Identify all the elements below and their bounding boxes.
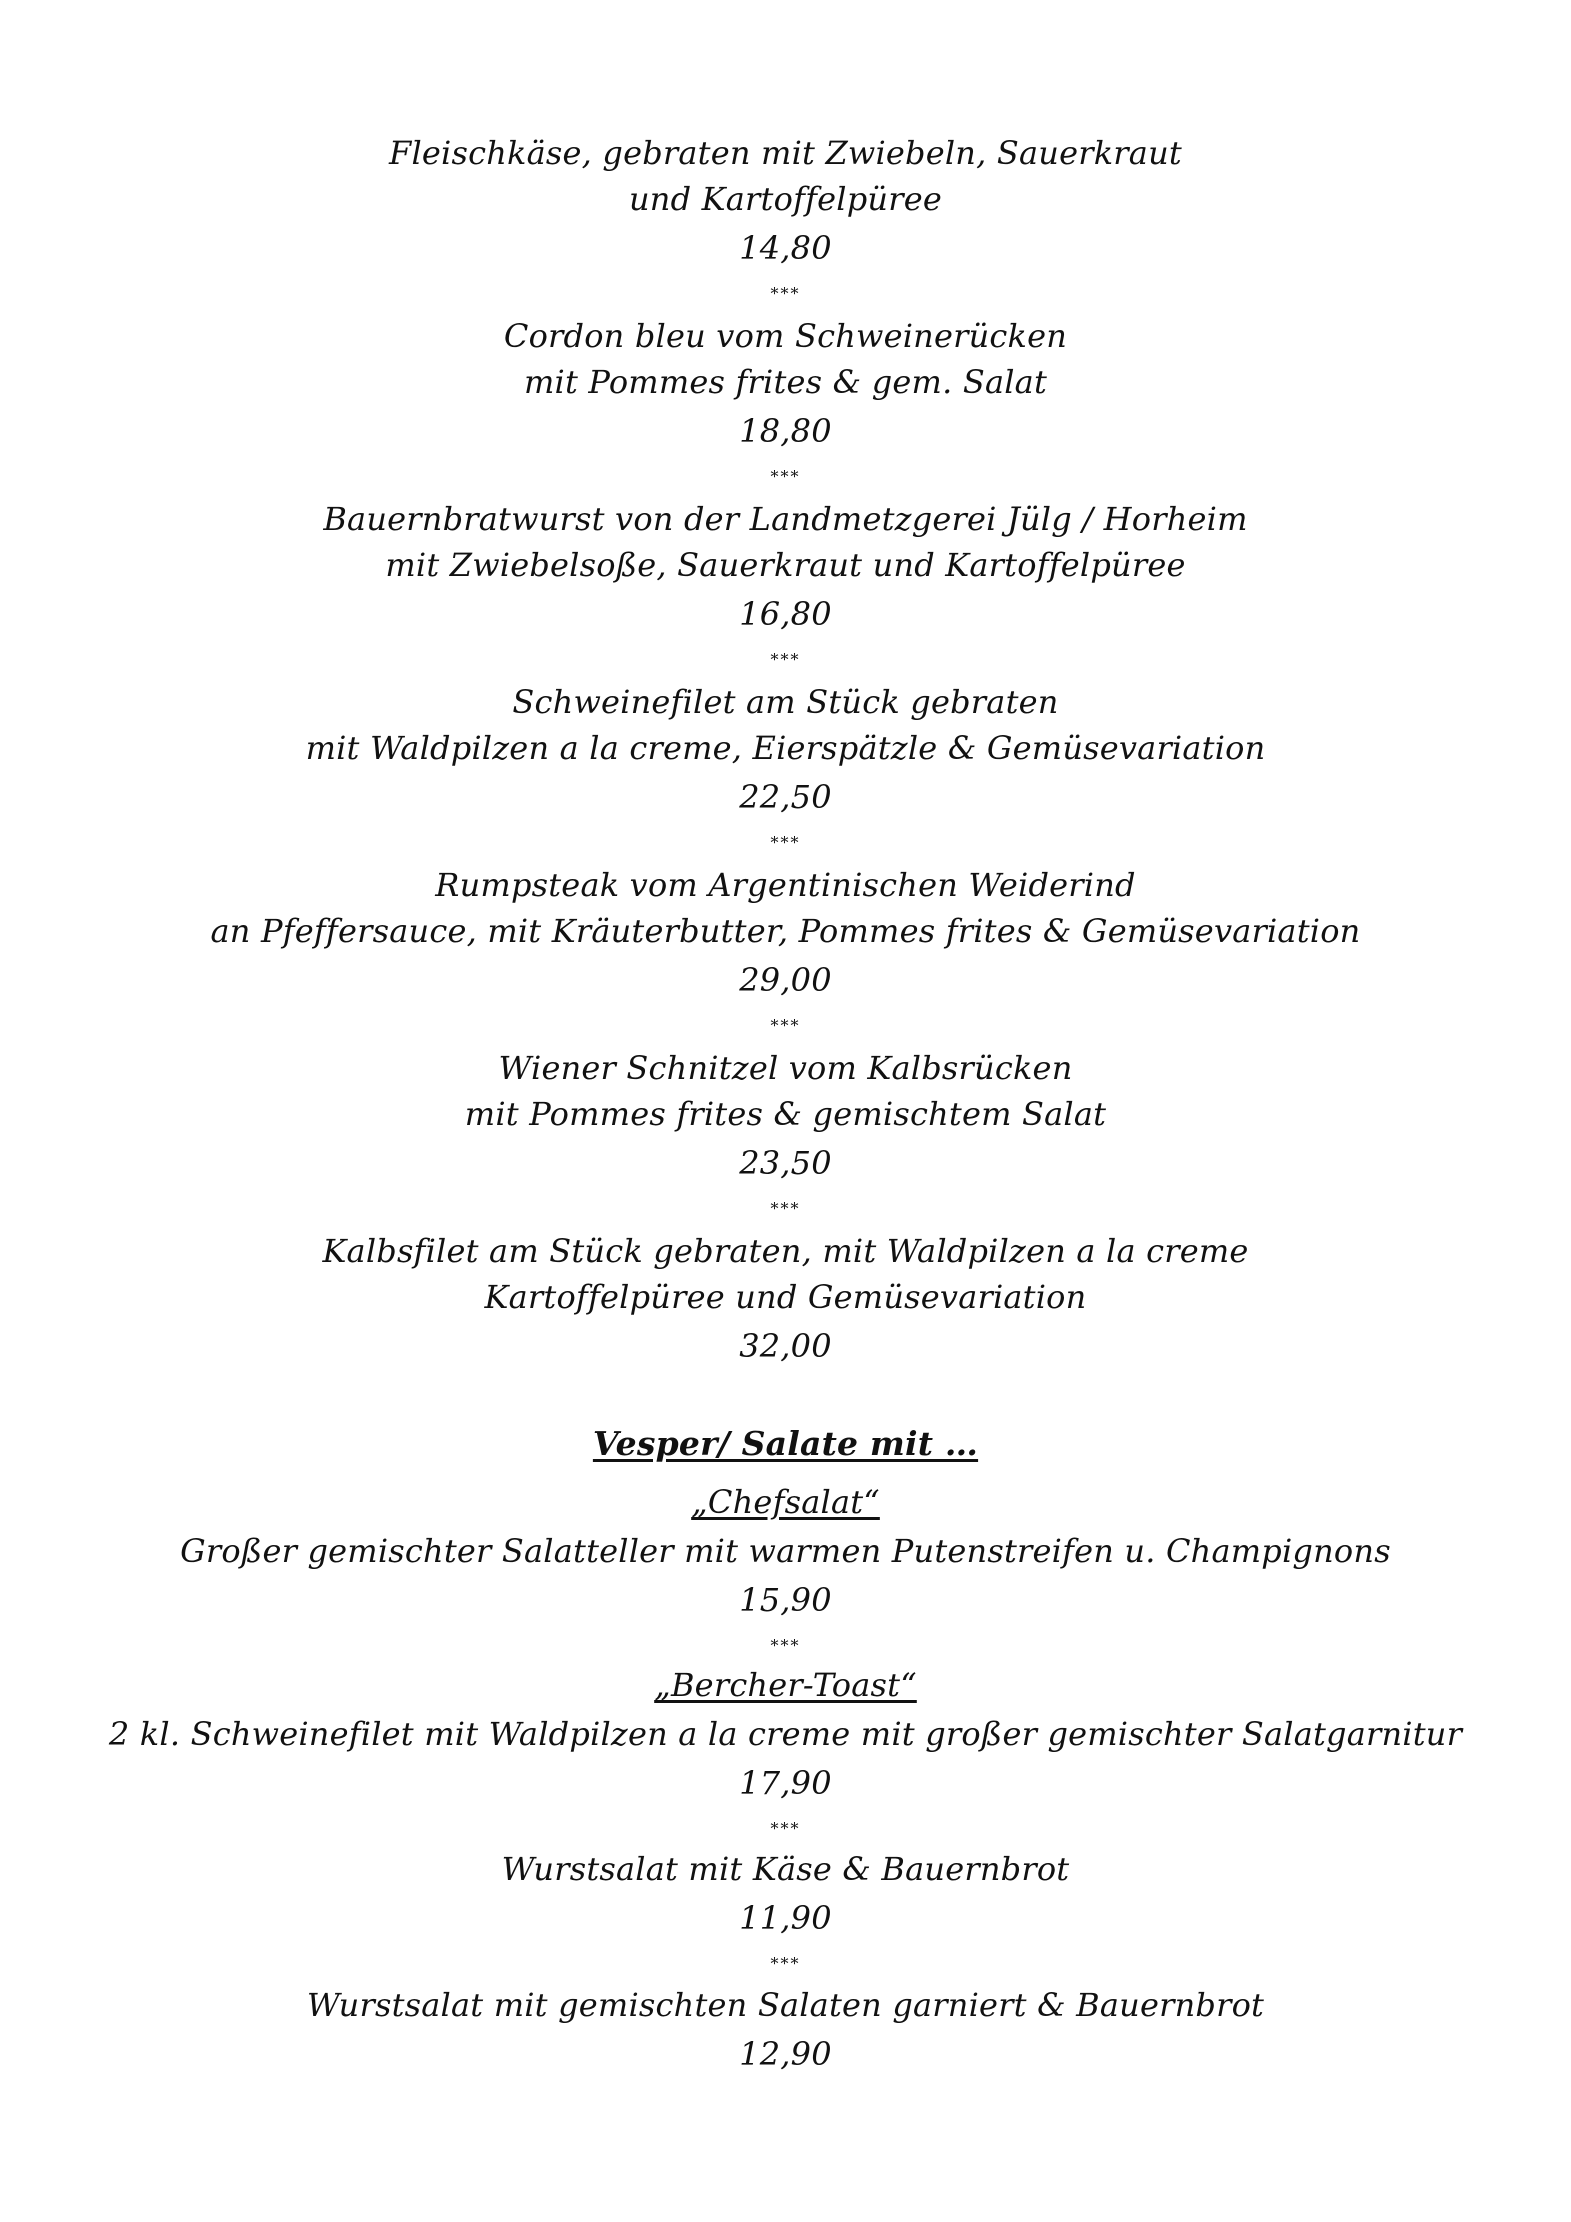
separator: ***: [770, 284, 801, 303]
salad-4-line-1: Wurstsalat mit gemischten Salaten garniert & Bauernbrot: [306, 1986, 1265, 2024]
salad-1-title: „Chefsalat“: [691, 1483, 880, 1521]
dish-1-line-2: und Kartoffelpüree: [628, 180, 942, 218]
separator: ***: [770, 1636, 801, 1655]
dish-3-line-2: mit Zwiebelsoße, Sauerkraut und Kartoffelpüree: [385, 546, 1186, 584]
dish-6-line-1: Wiener Schnitzel vom Kalbsrücken: [498, 1049, 1073, 1087]
salad-1-line-1: Großer gemischter Salatteller mit warmen Putenstreifen u. Champignons: [180, 1532, 1391, 1570]
dish-4-price: 22,50: [739, 778, 832, 816]
salad-1-price: 15,90: [739, 1581, 832, 1619]
salad-2-title: „Bercher-Toast“: [654, 1666, 917, 1704]
separator: ***: [770, 467, 801, 486]
dish-5-line-1: Rumpsteak vom Argentinischen Weiderind: [435, 866, 1136, 904]
dish-1-line-1: Fleischkäse, gebraten mit Zwiebeln, Sauerkraut: [389, 134, 1182, 172]
dish-4-line-1: Schweinefilet am Stück gebraten: [512, 683, 1059, 721]
separator: ***: [770, 1016, 801, 1035]
separator: ***: [770, 1819, 801, 1838]
dish-3-line-1: Bauernbratwurst von der Landmetzgerei Jülg / Horheim: [323, 500, 1248, 538]
salad-2-line-1: 2 kl. Schweinefilet mit Waldpilzen a la creme mit großer gemischter Salatgarnitur: [108, 1715, 1463, 1753]
dish-2-line-1: Cordon bleu vom Schweinerücken: [503, 317, 1068, 355]
separator: ***: [770, 650, 801, 669]
dish-2-price: 18,80: [739, 412, 832, 450]
dish-7-line-1: Kalbsfilet am Stück gebraten, mit Waldpilzen a la creme: [322, 1232, 1249, 1270]
salad-4-price: 12,90: [739, 2035, 832, 2073]
dish-6-price: 23,50: [739, 1144, 832, 1182]
separator: ***: [770, 1199, 801, 1218]
salad-3-price: 11,90: [739, 1899, 832, 1937]
dish-3-price: 16,80: [739, 595, 832, 633]
section-heading: Vesper/ Salate mit …: [592, 1424, 979, 1463]
dish-5-price: 29,00: [739, 961, 832, 999]
dish-4-line-2: mit Waldpilzen a la creme, Eierspätzle & Gemüsevariation: [305, 729, 1266, 767]
salad-2-price: 17,90: [739, 1764, 832, 1802]
dish-7-line-2: Kartoffelpüree und Gemüsevariation: [484, 1278, 1087, 1316]
dish-5-line-2: an Pfeffersauce, mit Kräuterbutter, Pommes frites & Gemüsevariation: [210, 912, 1361, 950]
dish-7-price: 32,00: [739, 1327, 832, 1365]
dish-2-line-2: mit Pommes frites & gem. Salat: [523, 363, 1048, 401]
separator: ***: [770, 1954, 801, 1973]
salad-3-line-1: Wurstsalat mit Käse & Bauernbrot: [501, 1850, 1070, 1888]
dish-6-line-2: mit Pommes frites & gemischtem Salat: [464, 1095, 1107, 1133]
separator: ***: [770, 833, 801, 852]
dish-1-price: 14,80: [739, 229, 832, 267]
